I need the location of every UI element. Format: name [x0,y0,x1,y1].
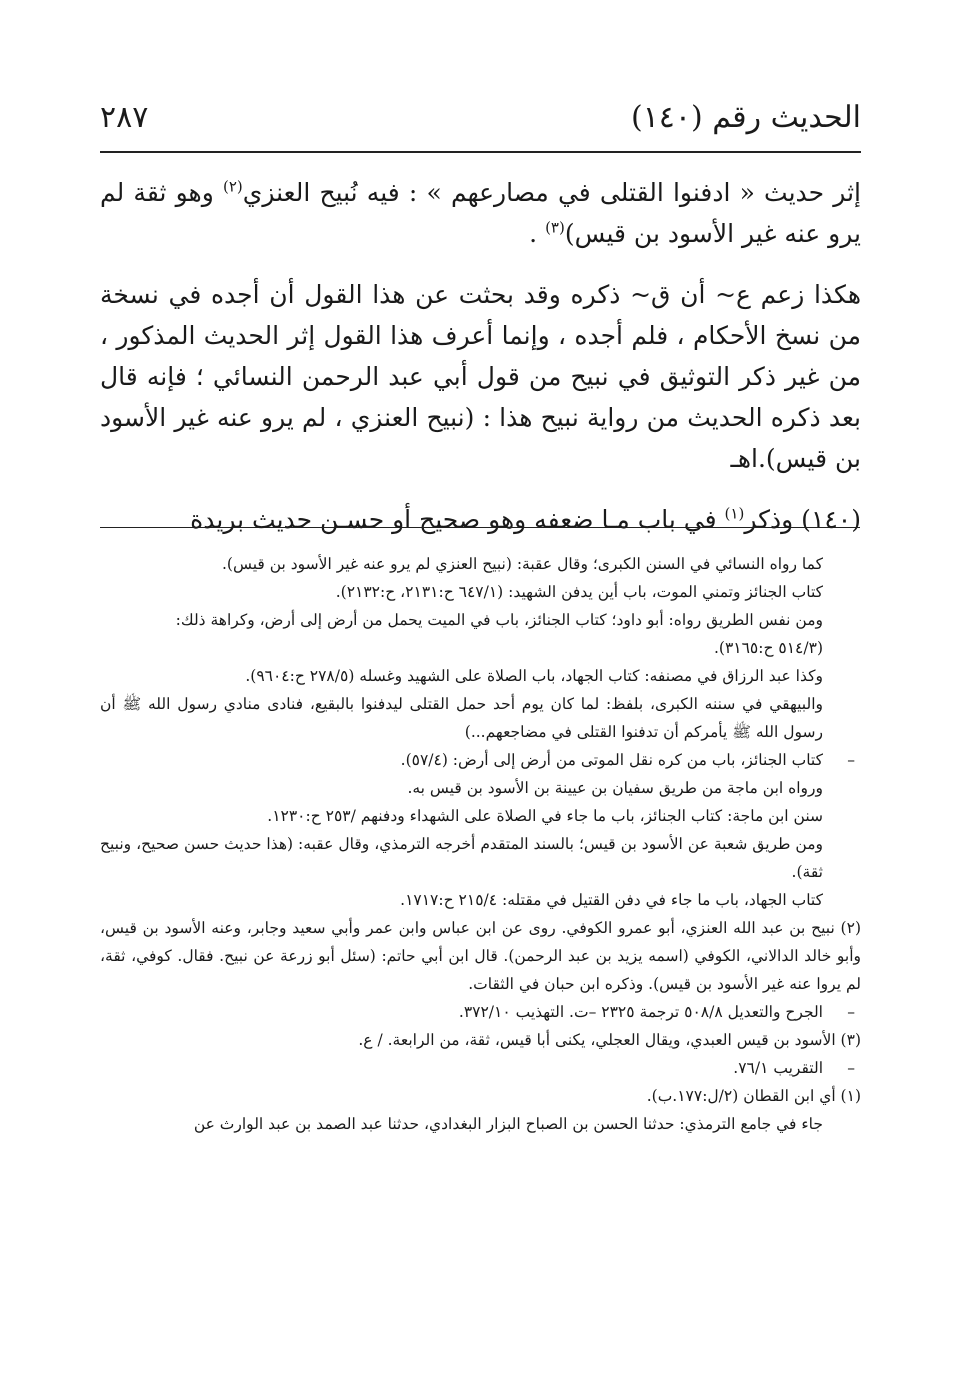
paragraph-3 [100,499,861,540]
main-text [100,172,861,540]
dash-mark: – [847,751,855,769]
paragraph-1-text-c: . [529,219,546,248]
footnote-ref-1[interactable]: (١) [724,504,745,523]
footnote-line: سنن ابن ماجة: كتاب الجنائز، باب ما جاء في الصلاة على الشهداء ودفنهم /٢٥٣ ح:١٢٣٠. [267,807,823,825]
dash-mark: – [847,1003,855,1021]
footnote-ref-3[interactable]: (٣) [545,218,565,237]
footnotes [100,550,861,1138]
paragraph-2: هكذا زعم ع~ أن ق~ ذكره وقد بحثت عن هذا القول أن أجده في نسخة من نسخ الأحكام ، فلم أجده ، وإنما أعرف هذا القول إثر الحديث المذكور ، من غير ذكر التوثيق في نبيح من قول أبي عبد الرحمن النسائي ؛ فإنه قال بعد ذكره الحديث من رواية نبيح هذا : (نبيح العنزي ، لم يرو عنه غير الأسود بن قيس).اهـ [100,280,861,473]
paragraph-1-text-b: وهو ثقة لم يرو عنه غير الأسود بن قيس) [100,178,861,248]
footnote-line: ومن نفس الطريق رواه: أبو داود؛ كتاب الجنائز، باب في الميت يحمل من أرض إلى أرض، وكراهة ذلك: [175,611,823,629]
footnote-line-text: الجرح والتعديل ٥٠٨/٨ ترجمة ٢٣٢٥ –ت. التهذيب ٣٧٢/١٠. [458,1003,823,1021]
header-rule [100,151,861,153]
footnote-line: ورواه ابن ماجة من طريق سفيان بن عيينة بن الأسود بن قيس به. [407,779,823,797]
footnote-line: كما رواه النسائي في السنن الكبرى؛ وقال عقبة: (نبيح العنزي لم يرو عنه غير الأسود بن قيس). [221,555,823,573]
footnote-line-text: كتاب الجنائز، باب من كره نقل الموتى من أرض إلى أرض: (٥٧/٤). [400,751,823,769]
footnote-3: (٣) الأسود بن قيس العبدي، ويقال العجلي، يكنى أبا قيس، ثقة، من الرابعة. / ع. [358,1031,861,1049]
paragraph-1-text-a: إثر حديث « ادفنوا القتلى في مصارعهم » : فيه نُبيح العنزي [242,178,862,207]
footnote-line: جاء في جامع الترمذي: حدثنا الحسن بن الصباح البزار البغدادي، حدثنا عبد الصمد بن عبد الوارث عن [193,1115,823,1133]
footnote-line: ومن طريق شعبة عن الأسود بن قيس؛ بالسند المتقدم أخرجه الترمذي، وقال عقبه: (هذا حديث حسن صحيح، ونبيح ثقة). [100,835,823,881]
footnote-2: (٢) نبيح بن عبد الله العنزي، أبو عمرو الكوفي. روى عن ابن عباس وابن عمر وأبي سعيد وجابر، وعنه الأسود بن قيس، وأبو خالد الدالاني، الكوفي (اسمه يزيد بن عبد الرحمن). قال ابن أبي حاتم: (سئل أبو زرعة عن نبيح. فقال. كوفي، ثقة، لم يروا عنه غير الأسود بن قيس). وذكره ابن حبان في الثقات. [100,919,861,993]
paragraph-3-text-b: في باب مـا ضعفه وهو صحيح أو حسـن حديث بريدة [190,505,725,534]
footnote-line: وكذا عبد الرزاق في مصنفه: كتاب الجهاد، باب الصلاة على الشهيد وغسله (٢٧٨/٥ ح:٩٦٠٤). [245,667,823,685]
footnote-1: (١) أي ابن القطان (٢/ل:١٧٧.ب). [646,1087,861,1105]
footnote-line: (٥١٤/٣ ح:٣١٦٥). [713,639,823,657]
dash-mark: – [847,1059,855,1077]
footnote-dash-line [100,746,861,774]
chapter-title: الحديث رقم (١٤٠) [630,100,861,135]
footnote-line: كتاب الجهاد، باب ما جاء في دفن القتيل في مقتله: ٢١٥/٤ ح:١٧١٧. [400,891,823,909]
paragraph-3-text-a: (١٤٠) وذكر [744,505,861,534]
footnote-ref-2[interactable]: (٢) [222,177,243,196]
paragraph-1 [100,172,861,254]
page-header [100,96,861,144]
page-number: ٢٨٧ [100,100,149,135]
footnote-dash-line [100,998,861,1026]
footnote-line: والبيهقي في سننه الكبرى، بلفظ: لما كان يوم أحد حمل القتلى ليدفنوا بالبقيع، فنادى منادي رسول الله ﷺ أن رسول الله ﷺ يأمركم أن تدفنوا القتلى في مضاجعهم...) [100,695,823,741]
footnote-rule [100,527,860,528]
footnote-dash-line [100,1054,861,1082]
footnote-line-text: التقريب ٧٦/١. [733,1059,823,1077]
footnote-line: كتاب الجنائز وتمني الموت، باب أين يدفن الشهيد: (٦٤٧/١ ح:٢١٣١، ح:٢١٣٢). [335,583,823,601]
